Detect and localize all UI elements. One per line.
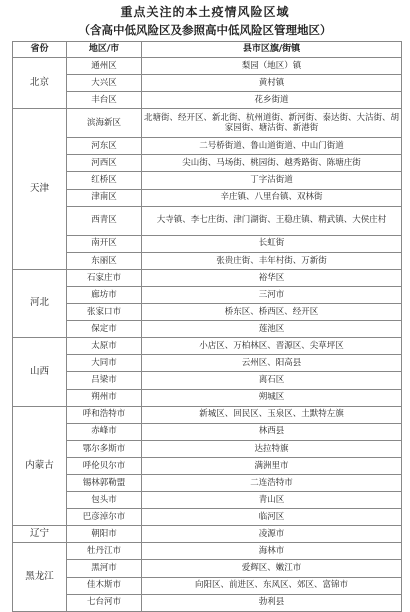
towns-cell: 青山区 bbox=[142, 492, 402, 509]
table-row bbox=[13, 58, 402, 75]
city-cell: 太原市 bbox=[67, 338, 142, 355]
towns-cell: 大寺镇、李七庄街、津门湖街、王稳庄镇、精武镇、大侯庄村 bbox=[142, 206, 402, 235]
table-row bbox=[13, 92, 402, 109]
towns-cell: 三河市 bbox=[142, 286, 402, 303]
city-cell: 佳木斯市 bbox=[67, 577, 142, 594]
city-cell: 赤峰市 bbox=[67, 423, 142, 440]
towns-cell: 离石区 bbox=[142, 372, 402, 389]
towns-cell: 勃利县 bbox=[142, 594, 402, 611]
table-row bbox=[13, 155, 402, 172]
table-row bbox=[13, 172, 402, 189]
city-cell: 东丽区 bbox=[67, 252, 142, 269]
city-cell: 吕梁市 bbox=[67, 372, 142, 389]
table-row bbox=[13, 543, 402, 560]
city-cell: 包头市 bbox=[67, 492, 142, 509]
table-row bbox=[13, 338, 402, 355]
towns-cell: 达拉特旗 bbox=[142, 440, 402, 457]
province-cell: 黑龙江 bbox=[13, 543, 67, 611]
towns-cell: 莲池区 bbox=[142, 321, 402, 338]
page-title: 重点关注的本土疫情风险区域 bbox=[120, 5, 290, 19]
city-cell: 西青区 bbox=[67, 206, 142, 235]
towns-cell: 向阳区、前进区、东风区、郊区、富锦市 bbox=[142, 577, 402, 594]
province-cell: 天津 bbox=[13, 109, 67, 270]
towns-cell: 海林市 bbox=[142, 543, 402, 560]
towns-cell: 二连浩特市 bbox=[142, 474, 402, 491]
towns-cell: 黄村镇 bbox=[142, 75, 402, 92]
city-cell: 呼和浩特市 bbox=[67, 406, 142, 423]
towns-cell: 花乡街道 bbox=[142, 92, 402, 109]
table-row bbox=[13, 138, 402, 155]
city-cell: 呼伦贝尔市 bbox=[67, 457, 142, 474]
table-row bbox=[13, 457, 402, 474]
towns-cell: 凌源市 bbox=[142, 526, 402, 543]
towns-cell: 裕华区 bbox=[142, 269, 402, 286]
towns-cell: 林西县 bbox=[142, 423, 402, 440]
city-cell: 七台河市 bbox=[67, 594, 142, 611]
page-subtitle: （含高中低风险区及参照高中低风险区管理地区） bbox=[78, 23, 332, 37]
city-cell: 大同市 bbox=[67, 355, 142, 372]
table-row bbox=[13, 321, 402, 338]
towns-cell: 爱辉区、嫩江市 bbox=[142, 560, 402, 577]
city-cell: 廊坊市 bbox=[67, 286, 142, 303]
table-row bbox=[13, 75, 402, 92]
table-row bbox=[13, 235, 402, 252]
towns-cell: 辛庄镇、八里台镇、双林街 bbox=[142, 189, 402, 206]
city-cell: 南开区 bbox=[67, 235, 142, 252]
table-row bbox=[13, 252, 402, 269]
province-cell: 北京 bbox=[13, 58, 67, 109]
table-row bbox=[13, 577, 402, 594]
table-row bbox=[13, 406, 402, 423]
table-row bbox=[13, 509, 402, 526]
province-cell: 山西 bbox=[13, 338, 67, 406]
table-row bbox=[13, 189, 402, 206]
table-row bbox=[13, 492, 402, 509]
table-row bbox=[13, 594, 402, 611]
province-cell: 河北 bbox=[13, 269, 67, 337]
province-cell: 内蒙古 bbox=[13, 406, 67, 526]
city-cell: 牡丹江市 bbox=[67, 543, 142, 560]
header-row bbox=[13, 42, 402, 58]
towns-cell: 满洲里市 bbox=[142, 457, 402, 474]
table-row bbox=[13, 372, 402, 389]
risk-area-table bbox=[12, 41, 402, 612]
header-province: 省份 bbox=[13, 42, 67, 58]
city-cell: 津南区 bbox=[67, 189, 142, 206]
city-cell: 保定市 bbox=[67, 321, 142, 338]
towns-cell: 临河区 bbox=[142, 509, 402, 526]
city-cell: 滨海新区 bbox=[67, 109, 142, 138]
towns-cell: 小店区、万柏林区、晋源区、尖草坪区 bbox=[142, 338, 402, 355]
towns-cell: 朔城区 bbox=[142, 389, 402, 406]
table-body bbox=[13, 58, 402, 612]
city-cell: 河东区 bbox=[67, 138, 142, 155]
table-row bbox=[13, 109, 402, 138]
city-cell: 丰台区 bbox=[67, 92, 142, 109]
header-towns: 县市区旗/街镇 bbox=[142, 42, 402, 58]
towns-cell: 丁字沽街道 bbox=[142, 172, 402, 189]
city-cell: 河西区 bbox=[67, 155, 142, 172]
table-row bbox=[13, 423, 402, 440]
city-cell: 朔州市 bbox=[67, 389, 142, 406]
towns-cell: 北塘街、经开区、新北街、杭州道街、新河街、泰达街、大沽街、胡家园街、塘沽街、新港街 bbox=[142, 109, 402, 138]
city-cell: 锡林郭勒盟 bbox=[67, 474, 142, 491]
table-row bbox=[13, 304, 402, 321]
towns-cell: 张贵庄街、丰年村街、万新街 bbox=[142, 252, 402, 269]
city-cell: 黑河市 bbox=[67, 560, 142, 577]
towns-cell: 尖山街、马场街、桃园街、越秀路街、陈塘庄街 bbox=[142, 155, 402, 172]
city-cell: 大兴区 bbox=[67, 75, 142, 92]
city-cell: 石家庄市 bbox=[67, 269, 142, 286]
city-cell: 红桥区 bbox=[67, 172, 142, 189]
header-city: 地区/市 bbox=[67, 42, 142, 58]
towns-cell: 长虹街 bbox=[142, 235, 402, 252]
table-row bbox=[13, 389, 402, 406]
city-cell: 通州区 bbox=[67, 58, 142, 75]
city-cell: 张家口市 bbox=[67, 304, 142, 321]
towns-cell: 云州区、阳高县 bbox=[142, 355, 402, 372]
table-row bbox=[13, 474, 402, 491]
city-cell: 朝阳市 bbox=[67, 526, 142, 543]
towns-cell: 新城区、回民区、玉泉区、土默特左旗 bbox=[142, 406, 402, 423]
table-row bbox=[13, 206, 402, 235]
table-row bbox=[13, 560, 402, 577]
table-row bbox=[13, 286, 402, 303]
table-row bbox=[13, 526, 402, 543]
city-cell: 鄂尔多斯市 bbox=[67, 440, 142, 457]
table-row bbox=[13, 440, 402, 457]
city-cell: 巴彦淖尔市 bbox=[67, 509, 142, 526]
table-row bbox=[13, 355, 402, 372]
towns-cell: 桥东区、桥西区、经开区 bbox=[142, 304, 402, 321]
province-cell: 辽宁 bbox=[13, 526, 67, 543]
towns-cell: 二号桥街道、鲁山道街道、中山门街道 bbox=[142, 138, 402, 155]
table-row bbox=[13, 269, 402, 286]
towns-cell: 梨园（地区）镇 bbox=[142, 58, 402, 75]
